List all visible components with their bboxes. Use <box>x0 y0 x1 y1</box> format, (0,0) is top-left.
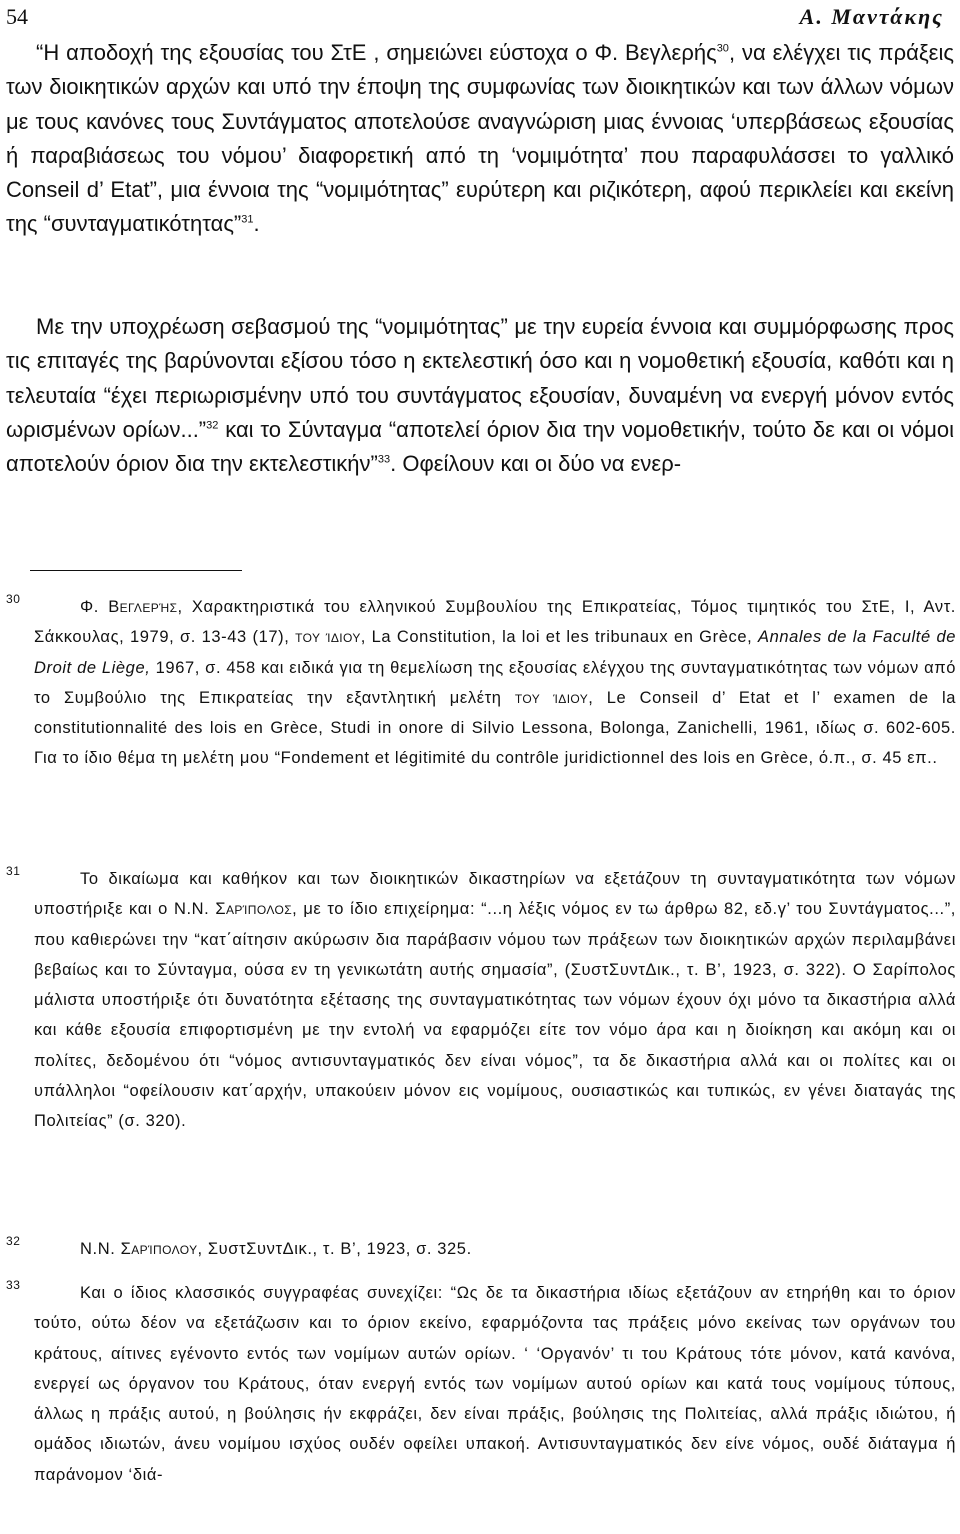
text-run: . <box>253 211 260 237</box>
footnote-32 <box>6 1234 956 1264</box>
text-run: Με την υποχρέωση σεβασμού της “νομιμότητας” με την ευρεία έννοια και συμμόρφωσης προς τις επιταγές της βαρύνονται εξίσου τόσο η εκτελεστική όσο και η νομοθετική εξουσία, καθότι και η τελευταία “έχει περιωρισμένην υπό του συντάγματος εξουσίαν, δυναμένη να ενεργή μόνον εντός ωρισμένων ορίων...” <box>6 314 954 442</box>
text-run: 1967, σ. 458 και ειδικά για τη θεμελίωση της εξουσίας ελέγχου της συνταγματικότητας των νόμων από το Συμβούλιο της Επικρατείας την εξαντλητική μελέτη <box>34 658 956 707</box>
footnote-ref-32[interactable]: 32 <box>206 419 219 432</box>
text-run: , με το ίδιο επιχείρημα: “...η λέξις νόμος εν τω άρθρω 82, εδ.γ’ του Συντάγματος...”, που καθιερώνει την “κατ΄αίτησιν ακύρωσιν δια παράβασιν νόμου των πράξεων των διοικητικών αρχών περιλαμβάνει βεβαίως και το Σύνταγμα, ούσα εν τη γενικωτάτη αυτής σημασία”, (ΣυστΣυντΔικ., τ. Β’, 1923, σ. 322). Ο Σαρίπολος μάλιστα υποστήριξε ότι δυνατότητα εξέτασης της συνταγματικότητας των νόμων έχουν όχι μόνο τα δικαστήρια αλλά και κάθε εξουσία επιφορτισμένη με την εντολή να εφαρμόζει είτε τον νόμο άρα και η διοίκηση και ακόμη και οι πολίτες, δεδομένου ότι “νόμος αντισυνταγματικός δεν είναι νόμος”, τα δε δικαστήρια αλλά και οι πολίτες και οι υπάλληλοι “οφείλουσιν κατ΄αρχήν, υπακούειν μόνον εις νομίμους, ουσιαστικώς και τυπικώς, εν γένει διαταγάς της Πολιτείας” (σ. 320). <box>34 900 956 1131</box>
footnote-number: 31 <box>6 864 21 878</box>
text-run: , Le Conseil d’ Etat et l’ examen de la constitutionnalité des lois en Grèce, Studi in onore di Silvio Lessona, Bolonga, Zanichelli, 1961, ιδίως σ. 602-605. Για το ίδιο θέμα τη μελέτη μου “Fondement et légitimité du contrôle juridictionnel des lois en Grèce, ό.π., σ. 45 επ.. <box>34 688 957 768</box>
author-name: Σαρίπολος <box>215 900 293 919</box>
footnote-separator <box>30 570 242 571</box>
text-run: , La Constitution, la loi et les tribunaux en Grèce, <box>360 628 758 647</box>
text-run: , να ελέγχει τις πράξεις των διοικητικών αρχών και υπό την έποψη της συμφωνίας των διοικητικών και των άλλων νόμων με τους κανόνες τους Συντάγματος αποτελούσε αναγνώριση μιας έννοιας ‘υπερβάσεως εξουσίας ή παραβιάσεως του νόμου’ διαφορετική από τη ‘νομιμότητα’ που παραφυλάσσει το γαλλικό Conseil d’ Etat”, μια έννοια της “νομιμότητας” ευρύτερη και ριζικότερη, αφού περικλείει και εκείνη της “συνταγματικότητας” <box>6 40 954 237</box>
text-run: Το δικαίωμα και καθήκον και των διοικητικών δικαστηρίων να εξετάζουν τη συνταγματικότητα των νόμων υποστήριξε και ο Ν.Ν. <box>34 870 956 919</box>
author-name: του ίδιου <box>514 688 589 707</box>
page-header <box>6 4 944 30</box>
journal-title: Annales de la Faculté de Droit de Liège, <box>34 628 956 677</box>
footnote-30 <box>6 592 957 774</box>
footnote-ref-31[interactable]: 31 <box>241 214 254 227</box>
footnote-number: 30 <box>6 592 21 606</box>
footnote-33 <box>6 1278 956 1490</box>
author-name: Σαρίπολου <box>120 1240 198 1258</box>
author-name: του ίδιου <box>295 628 361 647</box>
text-run: , ΣυστΣυντΔικ., τ. Β’, 1923, σ. 325. <box>197 1240 472 1258</box>
text-run: “Η αποδοχή της εξουσίας του ΣτΕ , σημειώνει εύστοχα ο Φ. Βεγλερής <box>36 40 717 65</box>
page-number: 54 <box>6 4 28 29</box>
footnote-31 <box>6 864 956 1137</box>
text-run: . Οφείλουν και οι δύο να ενερ- <box>390 451 682 477</box>
text-run: , Χαρακτηριστικά του ελληνικού Συμβουλίου της Επικρατείας, Τόμος τιμητικός του ΣτΕ, Ι, Αντ. Σάκκουλας, 1979, σ. 13-43 (17), <box>34 598 956 647</box>
footnote-number: 32 <box>6 1234 21 1248</box>
author-name: Βεγλερής <box>108 598 178 616</box>
text-run: και το Σύνταγμα “αποτελεί όριον δια την νομοθετικήν, τούτο δε και οι νόμοι αποτελούν όριον δια την εκτελεστικήν” <box>6 416 954 477</box>
text-run: Ν.Ν. <box>80 1240 121 1258</box>
footnote-ref-30[interactable]: 30 <box>716 42 729 55</box>
footnote-ref-33[interactable]: 33 <box>377 453 391 466</box>
running-head: Α. Μαντάκης <box>799 4 944 29</box>
footnote-number: 33 <box>6 1278 21 1292</box>
body-paragraph-1 <box>6 36 954 242</box>
body-paragraph-2 <box>6 310 954 481</box>
text-run: Φ. <box>80 598 109 616</box>
text-run: Και ο ίδιος κλασσικός συγγραφέας συνεχίζει: “Ως δε τα δικαστήρια ιδίως εξετάζουν αν ετηρήθη και το όριον τούτο, ούτω δέον να εξετάζωσιν και το όριον εκείνο, εφαρμόζοντα τας πράξεις μόνο εκείνας των οργάνων του κράτους, αίτινες εγένοντο εντός των νομίμων αυτών ορίων. ‘ ‘Οργανόν’ τι του Κράτους τότε μόνον, κατά κανόνα, ενεργεί ως όργανον του Κράτους, όταν ενεργή εντός των νομίμων αυτού ορίων και κατά τους νομίμους τύπους, άλλως η πράξις αυτού, η βούλησις ήν εκφράζει, δεν είναι πράξις, βούλησις της Πολιτείας, αλλά πράξις ιδιώτου, ή ομάδος ιδιωτών, άνευ νομίμου ισχύος ουδέν οφείλει υπακοή. Αντισυνταγματικός δεν είνε νόμος, ουδέ διάταγμα ή παράνομον ‘διά- <box>34 1284 956 1484</box>
